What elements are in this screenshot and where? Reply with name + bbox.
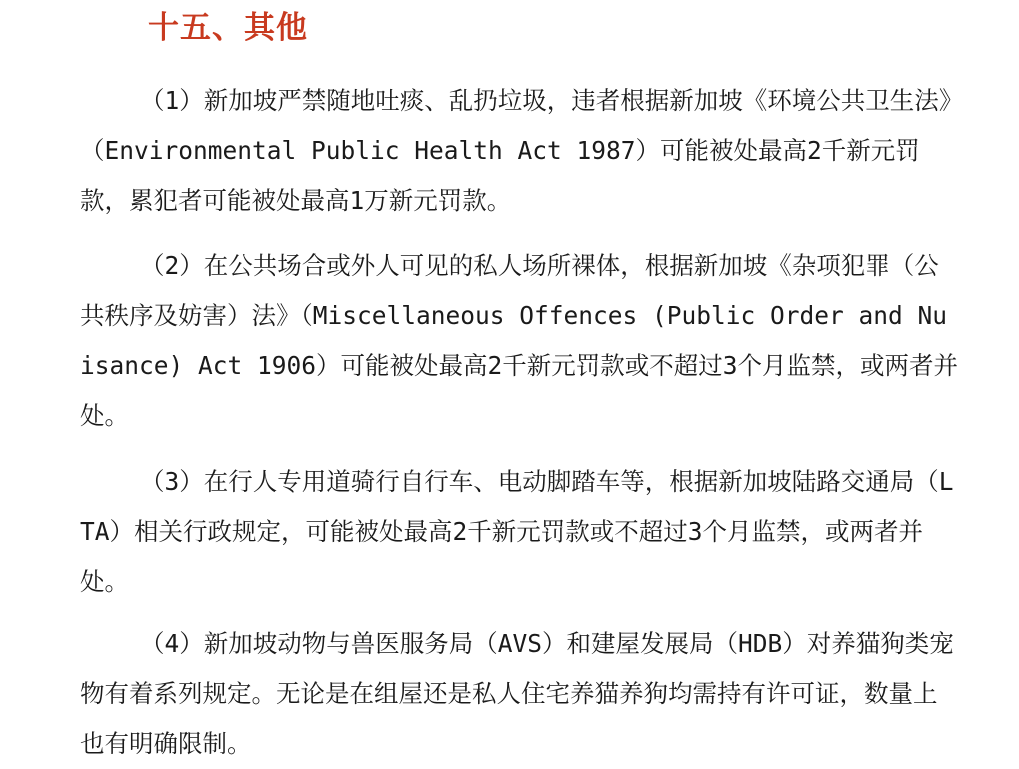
paragraph-spitting-littering: （1）新加坡严禁随地吐痰、乱扔垃圾，违者根据新加坡《环境公共卫生法》（Environmental Public Health Act 1987）可能被处最高2千新元罚款，累犯者可能被处最高1万新元罚款。: [80, 86, 951, 215]
paragraph-public-nudity: （2）在公共场合或外人可见的私人场所裸体，根据新加坡《杂项犯罪（公共秩序及妨害）法》（Miscellaneous Offences (Public Order and Nuisance) Act 1906）可能被处最高2千新元罚款或不超过3个月监禁，或两者并处。: [80, 251, 959, 430]
paragraph-pet-rules: （4）新加坡动物与兽医服务局（AVS）和建屋发展局（HDB）对养猫狗类宠物有着系列规定。无论是在组屋还是私人住宅养猫养狗均需持有许可证，数量上也有明确限制。: [80, 629, 954, 758]
paragraph-cycling-footpath: （3）在行人专用道骑行自行车、电动脚踏车等，根据新加坡陆路交通局（LTA）相关行政规定，可能被处最高2千新元罚款或不超过3个月监禁，或两者并处。: [80, 467, 954, 596]
section-title: 十五、其他: [148, 10, 308, 46]
